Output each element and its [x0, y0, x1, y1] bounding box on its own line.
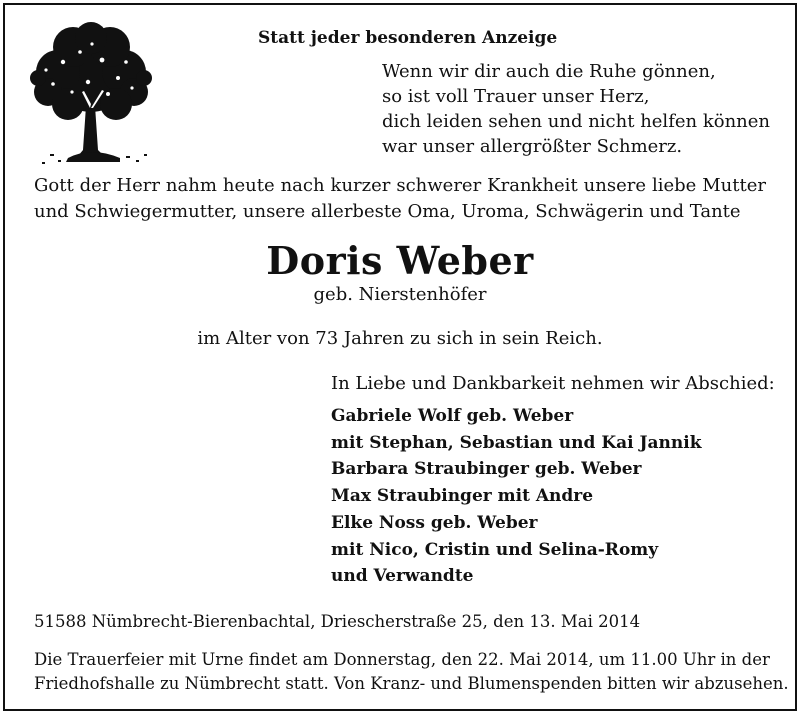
poem-line: war unser allergrößter Schmerz.: [382, 136, 683, 157]
family-list: [331, 403, 702, 590]
family-member: und Verwandte: [331, 566, 474, 587]
poem-line: dich leiden sehen und nicht helfen können: [382, 111, 770, 132]
intro-line: und Schwiegermutter, unsere allerbeste Oma, Uroma, Schwägerin und Tante: [34, 201, 741, 222]
poem-line: so ist voll Trauer unser Herz,: [382, 86, 650, 107]
ceremony-line: Friedhofshalle zu Nümbrecht statt. Von Kranz- und Blumenspenden bitten wir abzusehen.: [34, 674, 789, 693]
tree-icon: [28, 22, 154, 166]
farewell-line: In Liebe und Dankbarkeit nehmen wir Abschied:: [331, 373, 775, 394]
deceased-name: Doris Weber: [266, 238, 534, 283]
poem-line: Wenn wir dir auch die Ruhe gönnen,: [382, 61, 716, 82]
family-member: Max Straubinger mit Andre: [331, 486, 594, 507]
family-member: mit Nico, Cristin und Selina-Romy: [331, 539, 659, 560]
birth-name: geb. Nierstenhöfer: [313, 284, 487, 305]
poem: [382, 59, 770, 159]
family-member: Elke Noss geb. Weber: [331, 512, 538, 533]
ceremony-line: Die Trauerfeier mit Urne findet am Donnerstag, den 22. Mai 2014, um 11.00 Uhr in der: [34, 650, 770, 669]
family-member: Gabriele Wolf geb. Weber: [331, 406, 574, 426]
family-member: Barbara Straubinger geb. Weber: [331, 459, 642, 480]
family-member: mit Stephan, Sebastian und Kai Jannik: [331, 432, 702, 453]
address-line: 51588 Nümbrecht-Bierenbachtal, Driescherstraße 25, den 13. Mai 2014: [34, 612, 641, 631]
notice-heading: Statt jeder besonderen Anzeige: [258, 28, 558, 48]
intro-line: Gott der Herr nahm heute nach kurzer schwerer Krankheit unsere liebe Mutter: [34, 175, 766, 196]
age-line: im Alter von 73 Jahren zu sich in sein Reich.: [197, 328, 603, 349]
